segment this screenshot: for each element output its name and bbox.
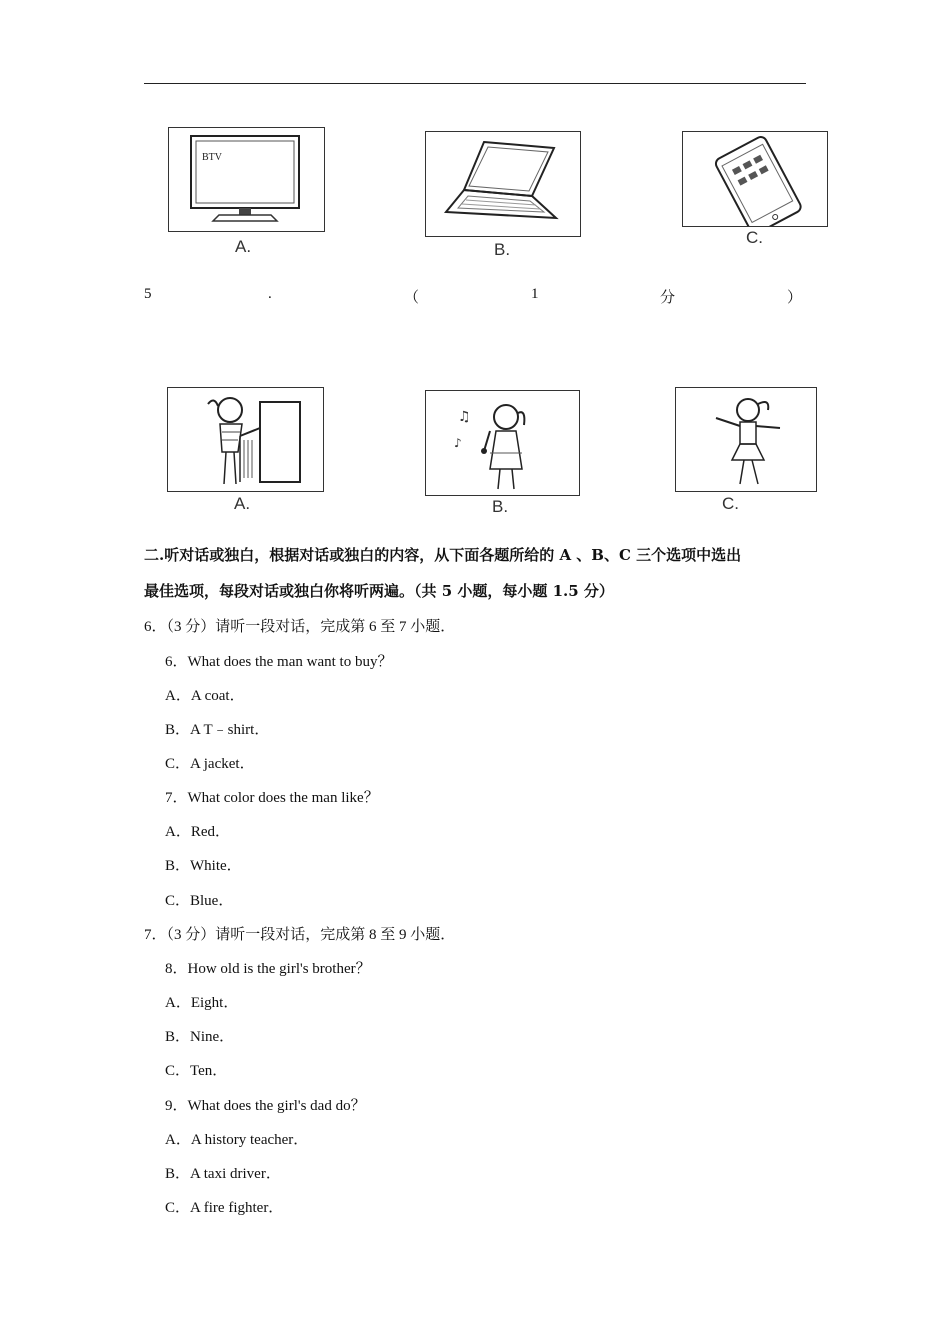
question-7-option-c: C．Blue． [165, 893, 234, 909]
question-6-stem: 6．What does the man want to buy？ [165, 654, 393, 670]
question-5-score: 1 [531, 286, 539, 302]
option-b-picture [425, 131, 581, 237]
question-6-option-c: C．A jacket． [165, 756, 255, 772]
question-5-number: 5 [144, 286, 152, 302]
smartphone-icon [683, 132, 827, 226]
question-5-dot: . [268, 286, 272, 302]
question-7-option-a: A．Red． [165, 824, 230, 840]
question-9-option-c: C．A fire fighter． [165, 1200, 284, 1216]
question-5-rparen: ） [787, 290, 803, 306]
question-5-lparen: （ [404, 290, 420, 306]
question-5-unit: 分 [660, 290, 676, 306]
girl-dancing-icon [676, 388, 816, 491]
question-7-stem: 7．What color does the man like？ [165, 790, 379, 806]
question-9-stem: 9．What does the girl's dad do？ [165, 1098, 366, 1114]
option-b-label-2: B. [492, 497, 509, 516]
question-8-option-b: B．Nine． [165, 1029, 235, 1045]
tv-screen-text: BTV [202, 152, 222, 163]
question-9-option-b: B．A taxi driver． [165, 1166, 281, 1182]
laptop-icon [426, 132, 580, 236]
option-c-label: C. [746, 228, 763, 247]
girl-playing-piano-icon [168, 388, 323, 491]
svg-text:♪: ♪ [454, 436, 462, 450]
section-2-title-line-2: 最佳选项，每段对话或独白你将听两遍。（共 5 小题，每小题 1.5 分） [144, 582, 614, 600]
question-8-stem: 8．How old is the girl's brother？ [165, 961, 371, 977]
option-b-picture-2 [425, 390, 580, 496]
option-a-label: A. [235, 237, 252, 256]
question-6-header: 6．（3 分）请听一段对话，完成第 6 至 7 小题． [144, 619, 456, 635]
question-8-option-a: A．Eight． [165, 995, 239, 1011]
option-c-label-2: C. [722, 494, 739, 513]
tv-icon [169, 128, 324, 231]
question-6-option-b: B．A T﹣shirt． [165, 722, 270, 738]
question-6-option-a: A．A coat． [165, 688, 245, 704]
option-b-label: B. [494, 240, 511, 259]
option-a-picture-2 [167, 387, 324, 492]
question-8-option-c: C．Ten． [165, 1063, 228, 1079]
option-c-picture [682, 131, 828, 227]
svg-text:♫: ♫ [458, 409, 471, 425]
header-rule [144, 83, 806, 84]
option-a-label-2: A. [234, 494, 251, 513]
option-c-picture-2 [675, 387, 817, 492]
question-9-option-a: A．A history teacher． [165, 1132, 309, 1148]
girl-singing-icon [426, 391, 579, 495]
question-7-header: 7．（3 分）请听一段对话，完成第 8 至 9 小题． [144, 927, 456, 943]
option-a-picture [168, 127, 325, 232]
section-2-title-line-1: 二.听对话或独白，根据对话或独白的内容，从下面各题所给的 A 、B、C 三个选项中选出 [144, 546, 742, 564]
question-7-option-b: B．White． [165, 858, 242, 874]
